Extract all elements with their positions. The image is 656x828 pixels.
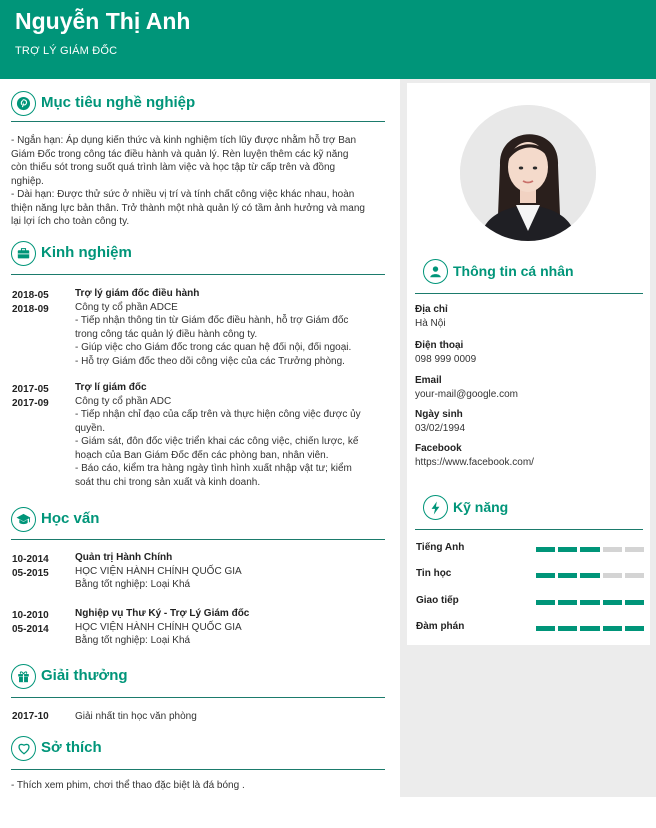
skill-rating-segment <box>558 626 577 631</box>
skill-rating-segment <box>580 626 599 631</box>
briefcase-icon <box>11 241 36 266</box>
hobbies-divider <box>11 769 385 770</box>
experience-item <box>75 381 380 489</box>
skill-rating-segment <box>580 600 599 605</box>
hobbies-heading: Sở thích <box>41 739 102 756</box>
awards-divider <box>11 697 385 698</box>
skills-section-header <box>415 495 643 523</box>
profile-photo <box>460 105 596 241</box>
award-text: Giải nhất tin học văn phòng <box>75 711 197 722</box>
email-value: your-mail@google.com <box>415 389 518 400</box>
graduation-cap-icon <box>11 507 36 532</box>
experience-date: 2018-05 2018-09 <box>12 290 49 315</box>
job-title: TRỢ LÝ GIÁM ĐỐC <box>15 45 118 57</box>
skill-rating-bar <box>536 626 644 631</box>
education-title: Nghiệp vụ Thư Ký - Trợ Lý Giám đốc <box>75 608 250 619</box>
objective-text: - Ngắn hạn: Áp dụng kiến thức và kinh nghiệm tích lũy được nhằm hỗ trợ Ban Giám Đốc trong công tác điều hành và quản lý. Rèn luyện thêm các kỹ năng còn thiếu sót trong suốt quá trình làm việc và học tập từ cấp trên và đồng nghiệp. - Dài hạn: Được thử sức ở nhiều vị trí và tính chất công việc khác nhau, hoàn thiện năng lực bản thân. Trở thành một nhà quản lý có tầm ảnh hưởng và mang lại lợi ích cho toàn công ty. <box>11 135 365 227</box>
skill-rating-bar <box>536 573 644 578</box>
skill-name: Giao tiếp <box>416 595 459 606</box>
heart-icon <box>11 736 36 761</box>
gift-icon <box>11 664 36 689</box>
education-item <box>75 607 380 648</box>
education-heading: Học vấn <box>41 510 100 527</box>
personal-heading: Thông tin cá nhân <box>453 263 574 279</box>
education-divider <box>11 539 385 540</box>
skill-rating-segment <box>558 547 577 552</box>
personal-divider <box>415 293 643 294</box>
objective-divider <box>11 121 385 122</box>
facebook-label: Facebook <box>415 443 462 454</box>
education-section-header <box>11 507 385 533</box>
experience-detail: Công ty cổ phần ADC - Tiếp nhận chỉ đạo của cấp trên và thực hiện công việc được ủy quyền. - Giám sát, đôn đốc việc triển khai các công việc, chiến lược, kế hoạch của Ban Giám Đốc đến các phòng ban, nhân viên. - Báo cáo, kiểm tra hàng ngày tình hình xuất nhập vật tư; kiểm soát thu chi trong sản xuất và kinh doanh. <box>75 395 361 488</box>
phone-label: Điện thoại <box>415 340 464 351</box>
award-date: 2017-10 <box>12 711 49 722</box>
skill-rating-segment <box>625 573 644 578</box>
personal-section-header <box>415 259 643 287</box>
experience-heading: Kinh nghiệm <box>41 244 132 261</box>
facebook-value: https://www.facebook.com/ <box>415 457 534 468</box>
skill-rating-bar <box>536 600 644 605</box>
skill-rating-segment <box>603 600 622 605</box>
email-label: Email <box>415 375 442 386</box>
education-title: Quản trị Hành Chính <box>75 552 173 563</box>
education-item <box>75 551 380 592</box>
skills-divider <box>415 529 643 530</box>
birthday-label: Ngày sinh <box>415 409 463 420</box>
education-detail: HỌC VIỆN HÀNH CHÍNH QUỐC GIA Bằng tốt nghiệp: Loại Khá <box>75 565 242 590</box>
skill-rating-segment <box>625 600 644 605</box>
education-detail: HỌC VIỆN HÀNH CHÍNH QUỐC GIA Bằng tốt nghiệp: Loại Khá <box>75 621 242 646</box>
experience-detail: Công ty cổ phần ADCE - Tiếp nhận thông tin từ Giám đốc điều hành, hỗ trợ Giám đốc trong công tác quản lý điều hành công ty. - Giúp việc cho Giám đốc trong các quan hệ đối nội, đối ngoại. - Hỗ trợ Giám đốc theo dõi công việc của các Trưởng phòng. <box>75 301 352 367</box>
address-value: Hà Nội <box>415 318 446 329</box>
skill-rating-segment <box>536 626 555 631</box>
skill-rating-segment <box>558 600 577 605</box>
skill-rating-segment <box>580 573 599 578</box>
user-icon <box>423 259 448 284</box>
phone-value: 098 999 0009 <box>415 354 477 365</box>
skill-rating-segment <box>625 547 644 552</box>
experience-item <box>75 287 380 368</box>
skill-name: Tiếng Anh <box>416 542 465 553</box>
skill-rating-segment <box>603 573 622 578</box>
skills-heading: Kỹ năng <box>453 499 509 515</box>
skill-rating-segment <box>625 626 644 631</box>
experience-divider <box>11 274 385 275</box>
skill-name: Đàm phán <box>416 621 465 632</box>
hobbies-section-header <box>11 736 385 762</box>
skill-rating-segment <box>536 547 555 552</box>
header <box>0 0 656 79</box>
skill-rating-segment <box>603 626 622 631</box>
experience-title: Trợ lí giám đốc <box>75 382 147 393</box>
skill-rating-segment <box>580 547 599 552</box>
education-date: 10-2014 05-2015 <box>12 554 49 579</box>
experience-section-header <box>11 241 385 267</box>
pinterest-icon <box>11 91 36 116</box>
bolt-icon <box>423 495 448 520</box>
objective-heading: Mục tiêu nghề nghiệp <box>41 94 196 111</box>
candidate-name: Nguyễn Thị Anh <box>15 8 191 34</box>
hobbies-text: - Thích xem phim, chơi thể thao đặc biệt là đá bóng . <box>11 780 245 791</box>
skill-rating-segment <box>536 573 555 578</box>
experience-date: 2017-05 2017-09 <box>12 384 49 409</box>
skill-rating-bar <box>536 547 644 552</box>
address-label: Địa chỉ <box>415 304 448 315</box>
skill-name: Tin học <box>416 568 452 579</box>
awards-heading: Giải thưởng <box>41 667 128 684</box>
skill-rating-segment <box>536 600 555 605</box>
birthday-value: 03/02/1994 <box>415 423 466 434</box>
experience-title: Trợ lý giám đốc điều hành <box>75 288 200 299</box>
objective-section-header <box>11 91 385 117</box>
education-date: 10-2010 05-2014 <box>12 610 49 635</box>
skill-rating-segment <box>603 547 622 552</box>
skill-rating-segment <box>558 573 577 578</box>
awards-section-header <box>11 664 385 690</box>
